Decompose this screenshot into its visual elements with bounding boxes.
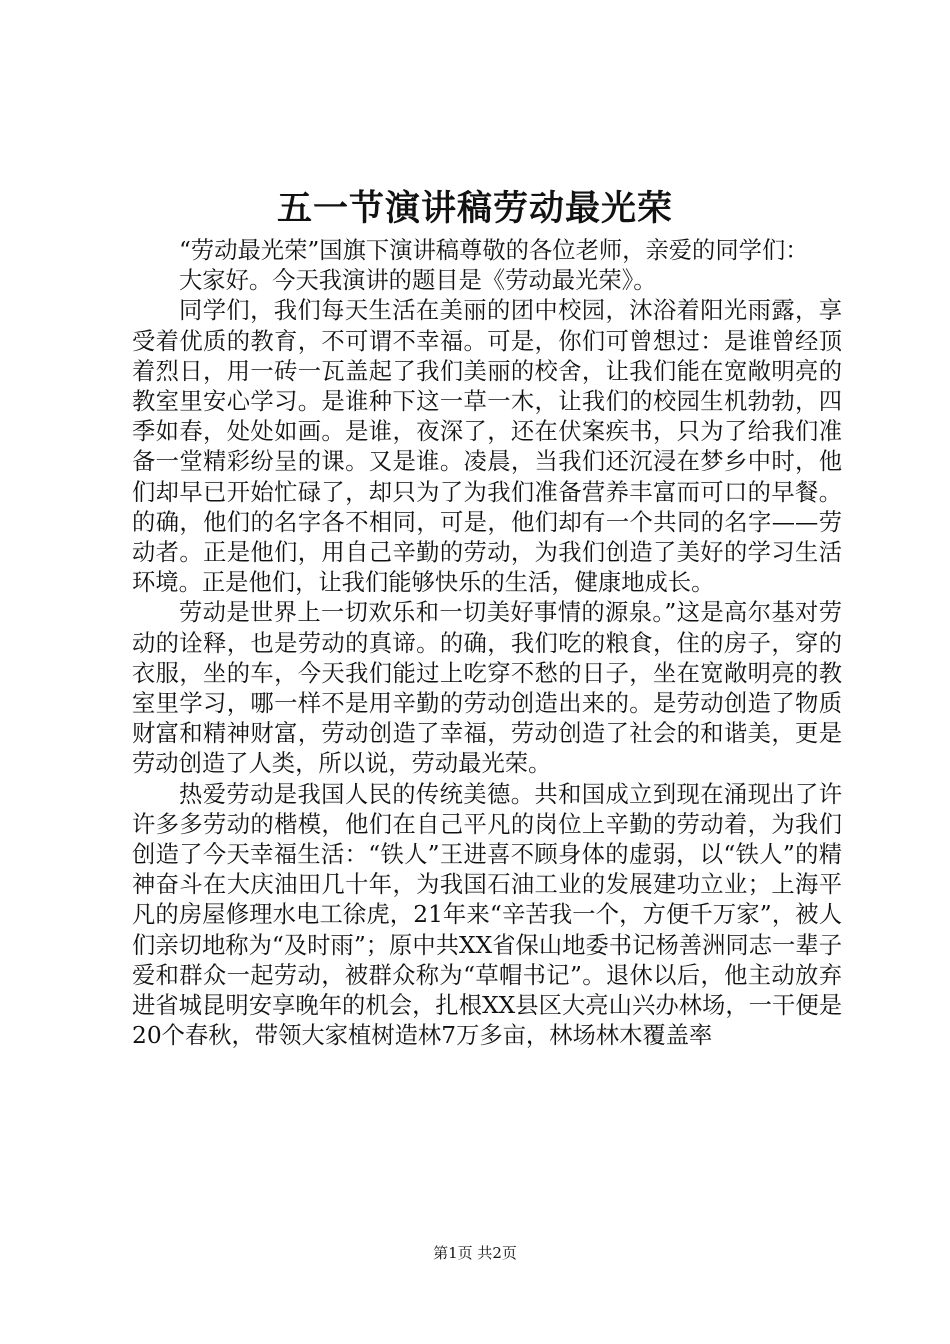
document-title: 五一节演讲稿劳动最光荣 [276, 188, 673, 229]
paragraph-role-models: 热爱劳动是我国人民的传统美德。共和国成立到现在涌现出了许许多多劳动的楷模，他们在自己平凡的岗位上辛勤的劳动着，为我们创造了今天幸福生活：“铁人”王进喜不顾身体的虚弱，以“铁人”的精神奋斗在大庆油田几十年，为我国石油工业的发展建功立业；上海平凡的房屋修理水电工徐虎，21年来“辛苦我一个，方便千万家”，被人们亲切地称为“及时雨”；原中共XX省保山地委书记杨善洲同志一辈子爱和群众一起劳动，被群众称为“草帽书记”。退休以后，他主动放弃进省城昆明安享晚年的机会，扎根XX县区大亮山兴办林场，一干便是20个春秋，带领大家植树造林7万多亩，林场林木覆盖率 [132, 780, 842, 1050]
paragraph-workers: 同学们，我们每天生活在美丽的团中校园，沐浴着阳光雨露，享受着优质的教育，不可谓不幸福。可是，你们可曾想过：是谁曾经顶着烈日，用一砖一瓦盖起了我们美丽的校舍，让我们能在宽敞明亮的教室里安心学习。是谁种下这一草一木，让我们的校园生机勃勃，四季如春，处处如画。是谁，夜深了，还在伏案疾书，只为了给我们准备一堂精彩纷呈的课。又是谁。凌晨，当我们还沉浸在梦乡中时，他们却早已开始忙碌了，却只为了为我们准备营养丰富而可口的早餐。的确，他们的名字各不相同，可是，他们却有一个共同的名字——劳动者。正是他们，用自己辛勤的劳动，为我们创造了美好的学习生活环境。正是他们，让我们能够快乐的生活，健康地成长。 [132, 297, 842, 597]
page-footer: 第1页 共2页 [433, 1244, 517, 1262]
paragraph-greeting: “劳动最光荣”国旗下演讲稿尊敬的各位老师，亲爱的同学们： [179, 237, 809, 264]
document-body [132, 236, 842, 1051]
paragraph-intro: 大家好。今天我演讲的题目是《劳动最光荣》。 [179, 267, 657, 295]
paragraph-gorky-quote: 劳动是世界上一切欢乐和一切美好事情的源泉。”这是高尔基对劳动的诠释，也是劳动的真谛。的确，我们吃的粮食，住的房子，穿的衣服，坐的车，今天我们能过上吃穿不愁的日子，坐在宽敞明亮的教室里学习，哪一样不是用辛勤的劳动创造出来的。是劳动创造了物质财富和精神财富，劳动创造了幸福，劳动创造了社会的和谐美，更是劳动创造了人类，所以说，劳动最光荣。 [132, 599, 842, 778]
